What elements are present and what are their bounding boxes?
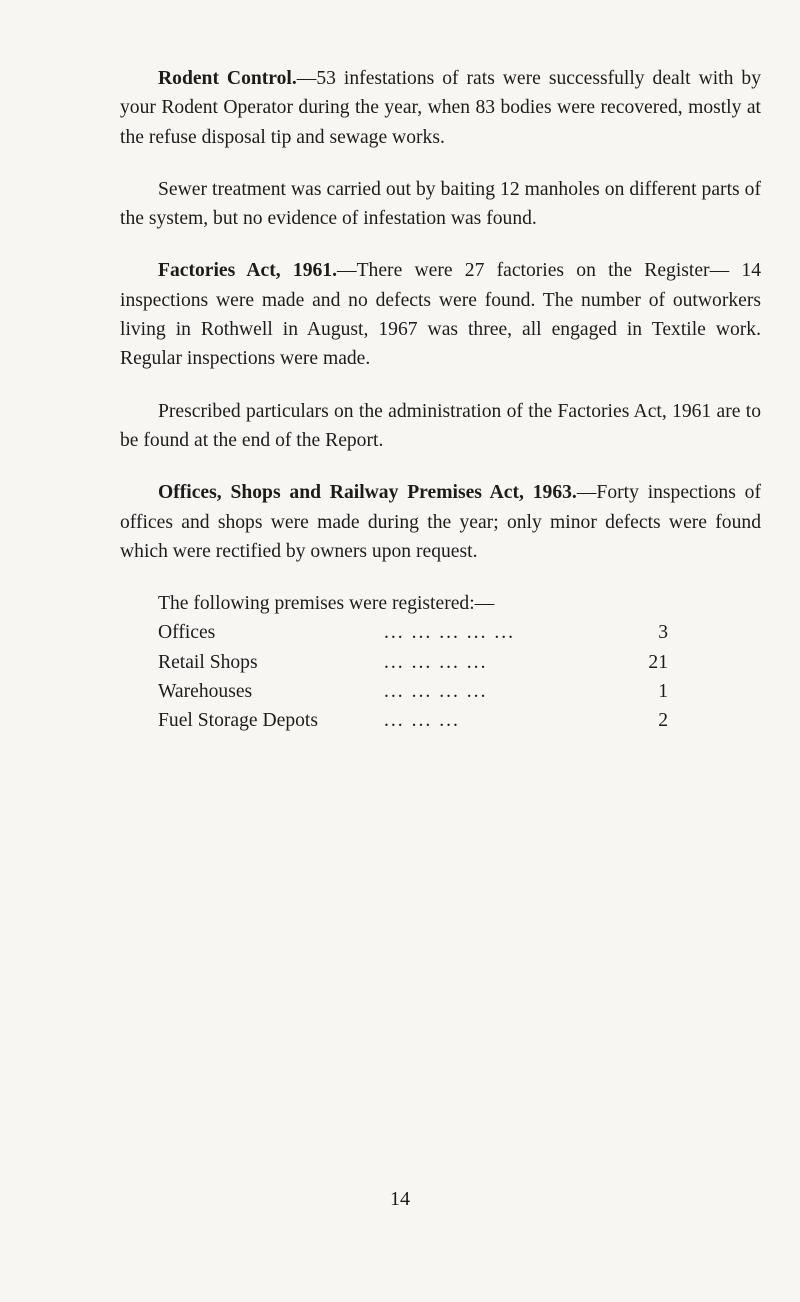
leader-dots: ... ... ... ... ... [384, 622, 516, 644]
table-row [158, 706, 668, 735]
premises-count: 21 [648, 651, 668, 673]
premises-table [158, 618, 668, 735]
paragraph-offices-shops-act [120, 478, 761, 566]
paragraph-text: Sewer treatment was carried out by baiting 12 manholes on different parts of the system, but no evidence of infestation was found. [120, 178, 761, 230]
document-page [120, 64, 761, 736]
leader-dots: ... ... ... ... [384, 651, 488, 673]
table-row [158, 648, 668, 677]
paragraph-prescribed-particulars [120, 397, 761, 456]
premises-count: 3 [658, 622, 668, 644]
paragraph-text: —Forty inspections of offices and shops were made during the year; only minor defects were found which were rectified by owners upon request. [120, 482, 761, 562]
premises-type: Warehouses [158, 681, 253, 703]
premises-intro: The following premises were registered:— [158, 593, 495, 615]
paragraph-text: Prescribed particulars on the administration of the Factories Act, 1961 are to be found at the end of the Report. [120, 400, 761, 451]
premises-count: 1 [658, 681, 668, 703]
paragraph-text: —There were 27 factories on the Register— 14 inspections were made and no defects were found. The number of outworkers living in Rothwell in August, 1967 was three, all engaged in Textile work. Regular inspections were made. [120, 260, 761, 370]
section-heading: Offices, Shops and Railway Premises Act, 1963. [158, 482, 577, 504]
table-row [158, 677, 668, 706]
section-heading: Factories Act, 1961. [158, 260, 337, 282]
paragraph-text: —53 infestations of rats were successfully dealt with by your Rodent Operator during the year, when 83 bodies were recovered, mostly at the refuse disposal tip and sewage works. [120, 68, 761, 148]
premises-type: Fuel Storage Depots [158, 710, 318, 732]
paragraph-factories-act [120, 256, 761, 373]
leader-dots: ... ... ... ... [384, 681, 488, 703]
table-row [158, 618, 668, 647]
paragraph-rodent-control [120, 64, 761, 152]
paragraph-sewer-treatment [120, 175, 761, 234]
premises-count: 2 [658, 710, 668, 732]
leader-dots: ... ... ... [384, 710, 460, 732]
premises-type: Offices [158, 622, 216, 644]
section-heading: Rodent Control. [158, 68, 297, 89]
page-number: 14 [390, 1188, 410, 1210]
premises-type: Retail Shops [158, 651, 258, 673]
